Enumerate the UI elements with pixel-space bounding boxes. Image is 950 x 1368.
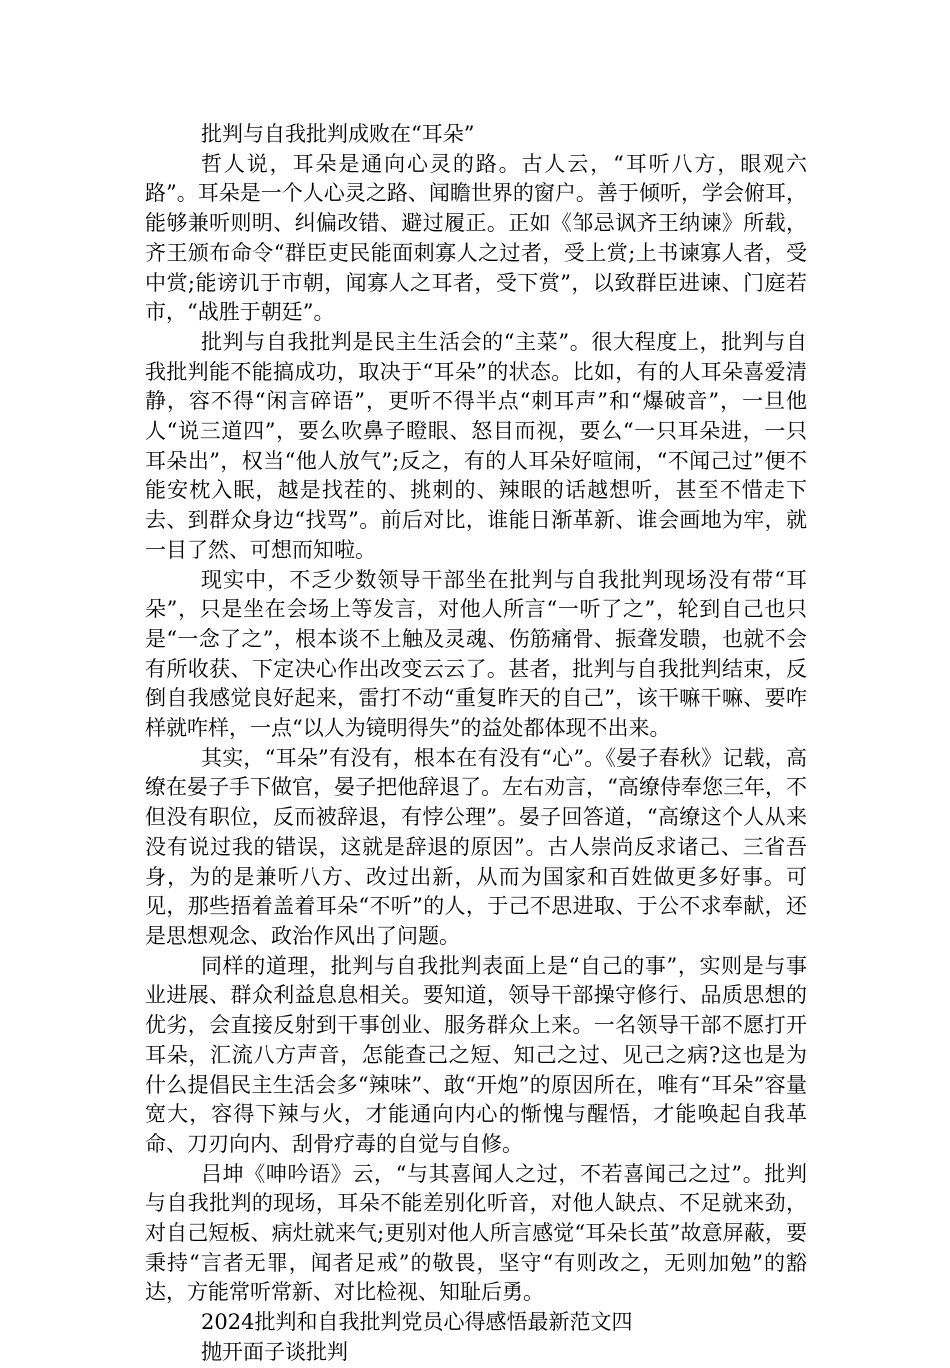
paragraph-1: 哲人说，耳朵是通向心灵的路。古人云，“耳听八方，眼观六路”。耳朵是一个人心灵之路、闻瞻世界的窗户。善于倾听，学会俯耳，能够兼听则明、纠偏改错、避过履正。正如《邹忌讽齐王纳谏》所载，齐王颁布命令“群臣吏民能面刺寡人之过者，受上赏;上书谏寡人者，受中赏;能谤讥于市朝，闻寡人之耳者，受下赏”，以致群臣进谏、门庭若市，“战胜于朝廷”。: [145, 151, 807, 325]
next-section-subtitle: 抛开面子谈批判: [201, 1339, 348, 1364]
paragraph-3: 现实中，不乏少数领导干部坐在批判与自我批判现场没有带“耳朵”，只是坐在会场上等发言，对他人所言“一听了之”，轮到自己也只是“一念了之”，根本谈不上触及灵魂、伤筋痛骨、振聋发聩，也就不会有所收获、下定决心作出改变云云了。甚者，批判与自我批判结束，反倒自我感觉良好起来，雷打不动“重复昨天的自己”，该干嘛干嘛、要咋样就咋样，一点“以人为镜明得失”的益处都体现不出来。: [145, 567, 807, 741]
paragraph-2: 批判与自我批判是民主生活会的“主菜”。很大程度上，批判与自我批判能不能搞成功，取决于“耳朵”的状态。比如，有的人耳朵喜爱清静，容不得“闲言碎语”，更听不得半点“刺耳声”和“爆破音”，一旦他人“说三道四”，要么吹鼻子瞪眼、怒目而视，要么“一只耳朵进，一只耳朵出”，权当“他人放气”;反之，有的人耳朵好喧闹，“不闻己过”便不能安枕入眠，越是找茬的、挑刺的、辣眼的话越想听，甚至不惜走下去、到群众身边“找骂”。前后对比，谁能日渐革新、谁会画地为牢，就一目了然、可想而知啦。: [145, 329, 807, 562]
article-title: 批判与自我批判成败在“耳朵”: [201, 122, 475, 146]
paragraph-4: 其实，“耳朵”有没有，根本在有没有“心”。《晏子春秋》记载，高缭在晏子手下做官，晏子把他辞退了。左右劝言，“高缭侍奉您三年，不但没有职位，反而被辞退，有悖公理”。晏子回答道，“高缭这个人从来没有说过我的错误，这就是辞退的原因”。古人崇尚反求诸己、三省吾身，为的是兼听八方、改过出新，从而为国家和百姓做更多好事。可见，那些捂着盖着耳朵“不听”的人，于己不思进取、于公不求奉献，还是思想观念、政治作风出了问题。: [145, 745, 807, 948]
article-body: [145, 120, 807, 1368]
paragraph-6: 吕坤《呻吟语》云，“与其喜闻人之过，不若喜闻己之过”。批判与自我批判的现场，耳朵不能差别化听音，对他人缺点、不足就来劲，对自己短板、病灶就来气;更别对他人所言感觉“耳朵长茧”故意屏蔽，要秉持“言者无罪，闻者足戒”的敬畏，坚守“有则改之，无则加勉”的豁达，方能常听常新、对比检视、知耻后勇。: [145, 1161, 807, 1305]
next-section-title: 2024批判和自我批判党员心得感悟最新范文四: [201, 1310, 633, 1335]
paragraph-5: 同样的道理，批判与自我批判表面上是“自己的事”，实则是与事业进展、群众利益息息相关。要知道，领导干部操守修行、品质思想的优劣，会直接反射到干事创业、服务群众上来。一名领导干部不愿打开耳朵，汇流八方声音，怎能查己之短、知己之过、见己之病?这也是为什么提倡民主生活会多“辣味”、敢“开炮”的原因所在，唯有“耳朵”容量宽大，容得下辣与火，才能通向内心的惭愧与醒悟，才能唤起自我革命、刀刃向内、刮骨疗毒的自觉与自修。: [145, 953, 807, 1156]
